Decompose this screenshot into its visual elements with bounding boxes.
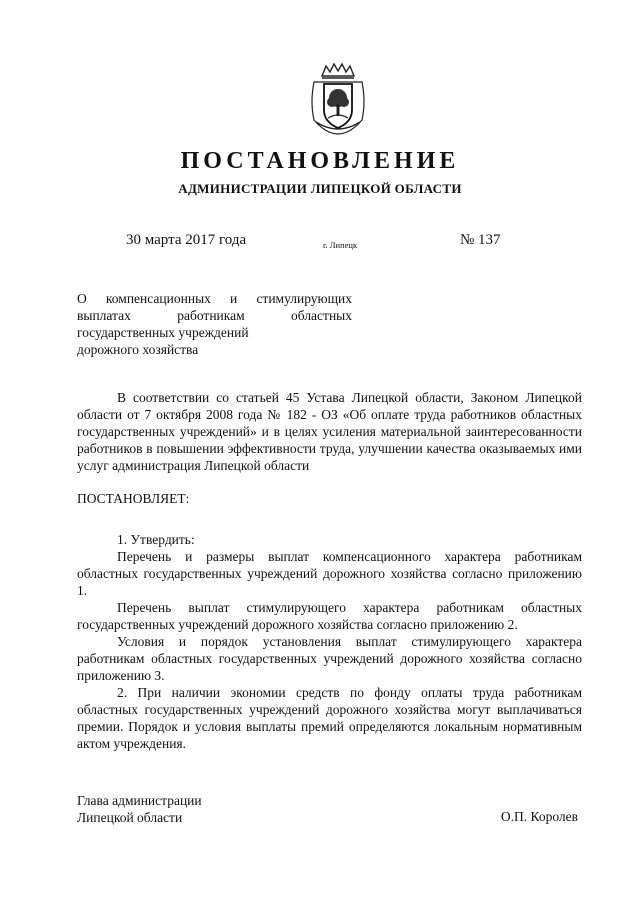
decree-items (77, 531, 582, 752)
signature-position-line2: Липецкой области (77, 810, 183, 825)
document-city: г. Липецк (323, 240, 358, 250)
item-list-1: Перечень и размеры выплат компенсационного характера работникам областных государственных учреждений дорожного хозяйства согласно приложению 1. (77, 549, 582, 598)
preamble-paragraph: В соответствии со статьей 45 Устава Липецкой области, Законом Липецкой области от 7 октября 2008 года № 182 - ОЗ «Об оплате труда работников областных государственных учреждений» и в целях усиления материальной заинтересованности работников в повышении эффективности труда, улучшении качества оказываемых ими услуг администрация Липецкой области (77, 390, 582, 473)
document-number: № 137 (460, 232, 501, 248)
item-list-2: Перечень выплат стимулирующего характера работникам областных государственных учреждений дорожного хозяйства согласно приложению 2. (77, 600, 582, 632)
signature-name: О.П. Королев (500, 809, 578, 824)
document-title: ПОСТАНОВЛЕНИЕ (180, 148, 460, 174)
item-list-3: Условия и порядок установления выплат стимулирующего характера работникам областных государственных учреждений дорожного хозяйства согласно приложению 3. (77, 634, 582, 683)
signature-position (77, 792, 202, 826)
coat-of-arms-icon (308, 62, 368, 136)
document-subject (77, 290, 352, 358)
document-subtitle: АДМИНИСТРАЦИИ ЛИПЕЦКОЙ ОБЛАСТИ (178, 181, 462, 196)
document-date: 30 марта 2017 года (126, 232, 247, 248)
preamble-block (77, 389, 582, 474)
subject-line: государственных учреждений (77, 325, 249, 340)
signature-position-line1: Глава администрации (77, 793, 202, 808)
item-approve: 1. Утвердить: (117, 532, 195, 547)
subject-line: дорожного хозяйства (77, 342, 199, 357)
subject-line: О компенсационных и стимулирующих (77, 291, 352, 306)
item-2: 2. При наличии экономии средств по фонду оплаты труда работникам областных государственных учреждений дорожного хозяйства могут выплачиваться премии. Порядок и условия выплаты премий определяются локальным нормативным актом учреждения. (77, 685, 582, 751)
decree-word: ПОСТАНОВЛЯЕТ: (77, 491, 190, 506)
subject-line: выплатах работникам областных (77, 308, 352, 323)
